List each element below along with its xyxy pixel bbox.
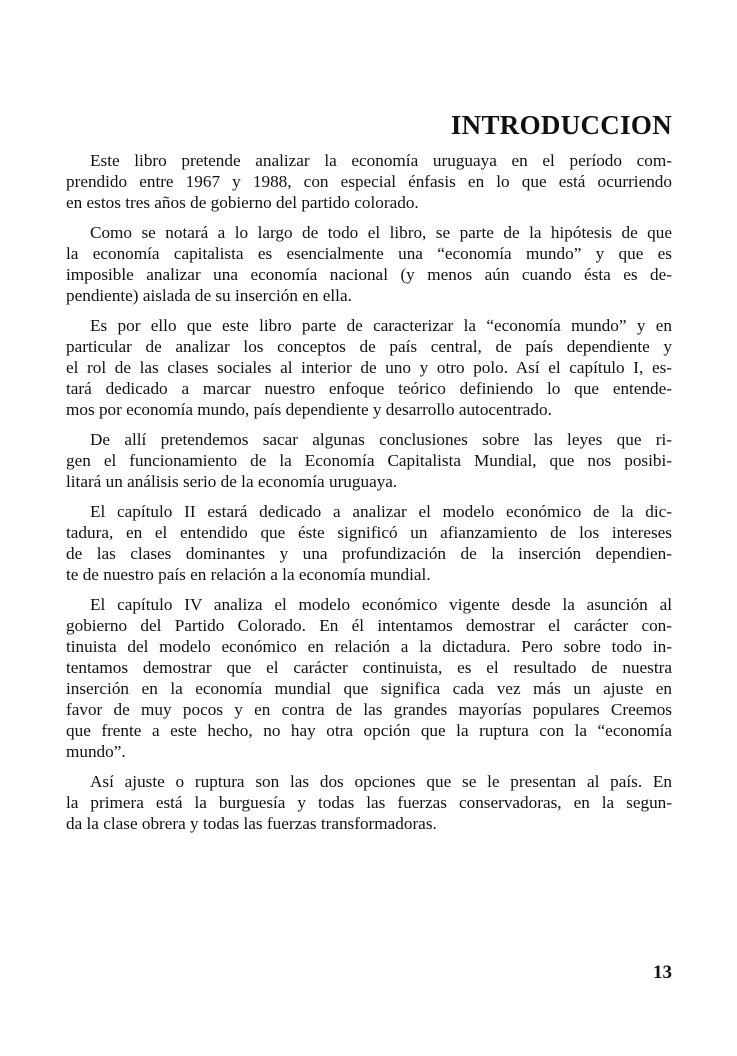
page-number: 13 <box>653 962 672 983</box>
text-line: que frente a este hecho, no hay otra opción que la ruptura con la “economía <box>66 721 672 740</box>
paragraph <box>66 315 672 420</box>
paragraph <box>66 771 672 834</box>
text-line: mundo”. <box>66 742 126 761</box>
text-line: inserción en la economía mundial que significa cada vez más un ajuste en <box>66 679 672 698</box>
text-line: litará un análisis serio de la economía uruguaya. <box>66 472 398 491</box>
text-line: da la clase obrera y todas las fuerzas transformadoras. <box>66 814 437 833</box>
text-line: pendiente) aislada de su inserción en ella. <box>66 286 352 305</box>
text-line: Es por ello que este libro parte de caracterizar la “economía mundo” y en <box>90 316 672 335</box>
text-line: gobierno del Partido Colorado. En él intentamos demostrar el carácter con- <box>66 616 672 635</box>
text-line: favor de muy pocos y en contra de las grandes mayorías populares Creemos <box>66 700 672 719</box>
paragraph <box>66 150 672 213</box>
text-line: tará dedicado a marcar nuestro enfoque teórico definiendo lo que entende- <box>66 379 672 398</box>
text-line: tadura, en el entendido que éste significó un afianzamiento de los intereses <box>66 523 672 542</box>
page-title: INTRODUCCION <box>450 110 672 140</box>
paragraph <box>66 594 672 762</box>
text-line: Así ajuste o ruptura son las dos opciones que se le presentan al país. En <box>90 772 672 791</box>
text-line: particular de analizar los conceptos de país central, de país dependiente y <box>66 337 672 356</box>
paragraph <box>66 222 672 306</box>
text-line: Como se notará a lo largo de todo el libro, se parte de la hipótesis de que <box>90 223 672 242</box>
text-line: de las clases dominantes y una profundización de la inserción dependien- <box>66 544 672 563</box>
text-line: mos por economía mundo, país dependiente y desarrollo autocentrado. <box>66 400 552 419</box>
text-line: la primera está la burguesía y todas las fuerzas conservadoras, en la segun- <box>66 793 672 812</box>
text-line: El capítulo IV analiza el modelo económico vigente desde la asunción al <box>90 595 672 614</box>
text-line: te de nuestro país en relación a la economía mundial. <box>66 565 431 584</box>
text-line: prendido entre 1967 y 1988, con especial énfasis en lo que está ocurriendo <box>66 172 672 191</box>
paragraph <box>66 501 672 585</box>
text-line: El capítulo II estará dedicado a analizar el modelo económico de la dic- <box>90 502 672 521</box>
body-text <box>66 150 672 843</box>
text-line: Este libro pretende analizar la economía uruguaya en el período com- <box>90 151 672 170</box>
text-line: en estos tres años de gobierno del partido colorado. <box>66 193 419 212</box>
text-line: la economía capitalista es esencialmente una “economía mundo” y que es <box>66 244 672 263</box>
text-line: imposible analizar una economía nacional (y menos aún cuando ésta es de- <box>66 265 672 284</box>
text-line: tentamos demostrar que el carácter continuista, es el resultado de nuestra <box>66 658 672 677</box>
text-line: gen el funcionamiento de la Economía Capitalista Mundial, que nos posibi- <box>66 451 672 470</box>
text-line: el rol de las clases sociales al interior de uno y otro polo. Así el capítulo I, es- <box>66 358 672 377</box>
text-line: tinuista del modelo económico en relación a la dictadura. Pero sobre todo in- <box>66 637 672 656</box>
paragraph <box>66 429 672 492</box>
text-line: De allí pretendemos sacar algunas conclusiones sobre las leyes que ri- <box>90 430 672 449</box>
